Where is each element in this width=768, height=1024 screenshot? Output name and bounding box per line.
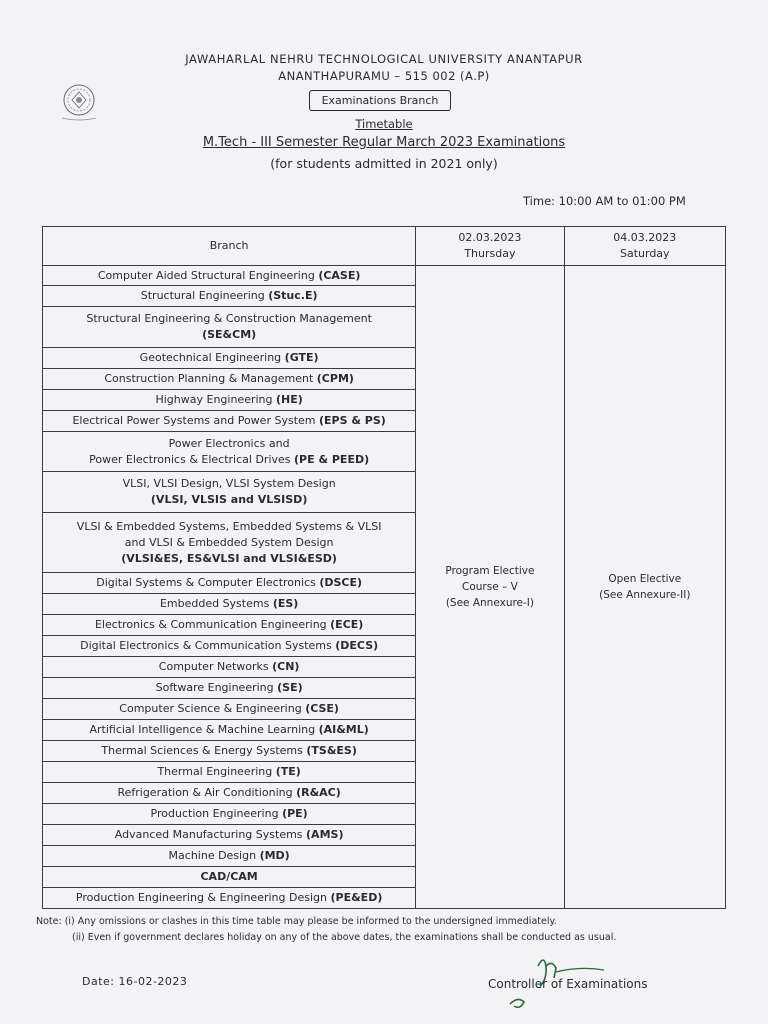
examinations-branch-box: Examinations Branch: [309, 90, 451, 111]
branch-cell: Production Engineering (PE): [43, 804, 416, 825]
controller-of-examinations: Controller of Examinations: [488, 977, 648, 991]
timetable-table: [42, 226, 726, 909]
branch-cell: Digital Systems & Computer Electronics (DSCE): [43, 573, 416, 594]
branch-cell: Structural Engineering & Construction Management (SE&CM): [43, 307, 416, 348]
note-line-1: Note: (i) Any omissions or clashes in this time table may please be informed to the undersigned immediately.: [36, 916, 557, 927]
branch-cell: Electronics & Communication Engineering (ECE): [43, 615, 416, 636]
branch-cell: Thermal Sciences & Energy Systems (TS&ES): [43, 741, 416, 762]
branch-cell: Production Engineering & Engineering Design (PE&ED): [43, 888, 416, 909]
branch-cell: Computer Networks (CN): [43, 657, 416, 678]
branch-cell: VLSI & Embedded Systems, Embedded Systems & VLSI and VLSI & Embedded System Design (VLSI&ES, ES&VLSI and VLSI&ESD): [43, 513, 416, 573]
table-header-row: [43, 227, 726, 266]
date1-header: 02.03.2023 Thursday: [416, 227, 564, 266]
university-logo-icon: [50, 82, 108, 122]
timetable-title: Timetable: [355, 117, 413, 131]
branch-cell: Refrigeration & Air Conditioning (R&AC): [43, 783, 416, 804]
branch-cell: Highway Engineering (HE): [43, 390, 416, 411]
branch-cell: Computer Science & Engineering (CSE): [43, 699, 416, 720]
branch-cell: Advanced Manufacturing Systems (AMS): [43, 825, 416, 846]
branch-header: Branch: [43, 227, 416, 266]
branch-cell: CAD/CAM: [43, 867, 416, 888]
table-row: [43, 266, 726, 286]
university-name: JAWAHARLAL NEHRU TECHNOLOGICAL UNIVERSITY ANANTAPUR: [185, 52, 583, 66]
branch-cell: Electrical Power Systems and Power System (EPS & PS): [43, 411, 416, 432]
issue-date: Date: 16-02-2023: [82, 975, 188, 988]
program-elective-cell: Program Elective Course – V (See Annexure-I): [416, 266, 564, 909]
branch-cell: Artificial Intelligence & Machine Learning (AI&ML): [43, 720, 416, 741]
admitted-note: (for students admitted in 2021 only): [270, 156, 498, 171]
branch-cell: Digital Electronics & Communication Systems (DECS): [43, 636, 416, 657]
branch-cell: Power Electronics and Power Electronics & Electrical Drives (PE & PEED): [43, 432, 416, 472]
branch-cell: Geotechnical Engineering (GTE): [43, 348, 416, 369]
exam-time: Time: 10:00 AM to 01:00 PM: [523, 194, 686, 208]
branch-cell: VLSI, VLSI Design, VLSI System Design (VLSI, VLSIS and VLSISD): [43, 472, 416, 513]
branch-cell: Embedded Systems (ES): [43, 594, 416, 615]
note-line-2: (ii) Even if government declares holiday on any of the above dates, the examinations shall be conducted as usual.: [72, 932, 617, 943]
open-elective-cell: Open Elective (See Annexure-II): [564, 266, 725, 909]
branch-cell: Software Engineering (SE): [43, 678, 416, 699]
branch-cell: Construction Planning & Management (CPM): [43, 369, 416, 390]
exam-title: M.Tech - III Semester Regular March 2023 Examinations: [202, 135, 566, 150]
university-address: ANANTHAPURAMU – 515 002 (A.P): [278, 69, 490, 83]
branch-cell: Structural Engineering (Stuc.E): [43, 286, 416, 307]
date2-header: 04.03.2023 Saturday: [564, 227, 725, 266]
branch-cell: Thermal Engineering (TE): [43, 762, 416, 783]
branch-cell: Machine Design (MD): [43, 846, 416, 867]
branch-cell: Computer Aided Structural Engineering (CASE): [43, 266, 416, 286]
